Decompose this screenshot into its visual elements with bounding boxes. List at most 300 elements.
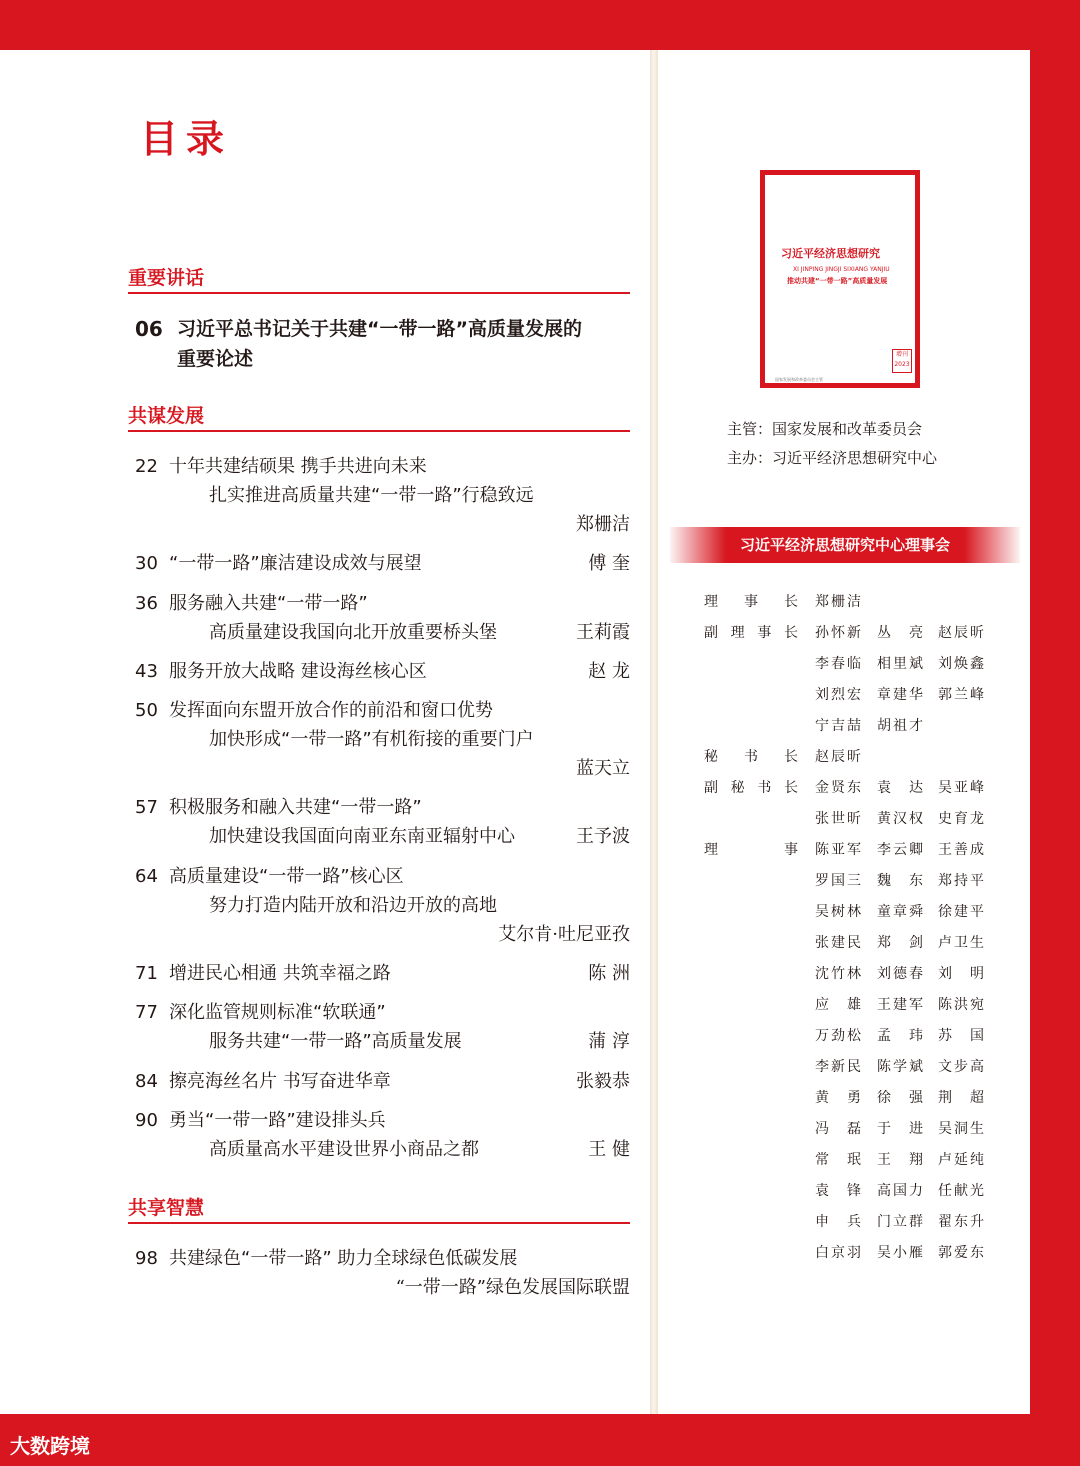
council-member — [877, 653, 923, 673]
council-member-char: 冯 — [815, 1121, 829, 1137]
council-member-char: 劲 — [831, 1028, 845, 1044]
council-member-char: 东 — [954, 1214, 968, 1230]
council-member — [938, 684, 984, 704]
council-member-char: 赵 — [938, 625, 952, 641]
council-member-char: 步 — [954, 1059, 968, 1075]
council-member — [938, 1025, 984, 1045]
council-member-char: 宛 — [970, 997, 984, 1013]
council-member-char: 刘 — [938, 966, 952, 982]
cover-pinyin: XI JINPING JINGJI SIXIANG YANJIU — [793, 266, 890, 273]
watermark-logo: 大数跨境 — [10, 1434, 90, 1458]
page-number: 50 — [135, 700, 158, 721]
council-member-char: 黄 — [815, 1090, 829, 1106]
council-member — [815, 1242, 861, 1262]
council-member — [938, 1211, 984, 1231]
section-title: 共谋发展 — [128, 405, 205, 427]
council-member-char: 郑 — [877, 935, 891, 951]
council-member — [938, 1242, 984, 1262]
page-fold — [650, 50, 658, 1414]
council-member-char: 宏 — [847, 687, 861, 703]
council-member-char: 常 — [815, 1152, 829, 1168]
council-member-char: 善 — [954, 842, 968, 858]
section-important-speech — [128, 266, 630, 294]
council-member — [815, 622, 861, 642]
council-member — [938, 839, 984, 859]
section-joint-development — [128, 404, 630, 432]
council-member — [815, 901, 861, 921]
council-member-char: 鑫 — [970, 656, 984, 672]
council-member-char: 李 — [877, 842, 891, 858]
council-member-char: 陈 — [877, 1059, 891, 1075]
council-member-char: 生 — [970, 1121, 984, 1137]
council-member-char: 民 — [847, 935, 861, 951]
council-member-char: 袁 — [815, 1183, 829, 1199]
council-member-char: 汉 — [893, 811, 907, 827]
council-member-char: 王 — [877, 1152, 891, 1168]
council-member-char: 魏 — [877, 873, 891, 889]
entry-author: 傅 奎 — [588, 553, 630, 574]
council-member-char: 刘 — [815, 687, 829, 703]
council-member — [877, 1211, 923, 1231]
council-member-char: 孟 — [877, 1028, 891, 1044]
council-member-char: 郭 — [938, 687, 952, 703]
council-member-char: 洪 — [954, 997, 968, 1013]
council-member-char: 辰 — [954, 625, 968, 641]
council-member — [938, 901, 984, 921]
council-member — [877, 808, 923, 828]
entry-author: “一带一路”绿色发展国际联盟 — [395, 1277, 630, 1298]
council-member-char: 新 — [847, 625, 861, 641]
council-member-char: 亚 — [954, 780, 968, 796]
section-shared-wisdom — [128, 1196, 630, 1224]
entry-title: 擦亮海丝名片 书写奋进华章 — [169, 1071, 391, 1092]
cover-publisher: 国家发展和改革委员会主管 — [775, 377, 823, 382]
council-member-char: 三 — [847, 873, 861, 889]
council-member — [877, 1118, 923, 1138]
council-member-char: 东 — [847, 780, 861, 796]
council-member — [877, 932, 923, 952]
entry-subtitle: 加快建设我国面向南亚东南亚辐射中心 — [209, 826, 515, 847]
council-member-char: 舜 — [909, 904, 923, 920]
council-member-char: 徐 — [877, 1090, 891, 1106]
council-member-char: 国 — [893, 1183, 907, 1199]
entry-title: 增进民心相通 共筑幸福之路 — [169, 963, 391, 984]
council-member-char: 力 — [909, 1183, 923, 1199]
council-member-char: 沈 — [815, 966, 829, 982]
council-member-char: 献 — [954, 1183, 968, 1199]
entry-title: 习近平总书记关于共建“一带一路”高质量发展的 — [177, 318, 582, 340]
council-member-char: 锋 — [847, 1183, 861, 1199]
council-member-char: 竹 — [831, 966, 845, 982]
toc-title: 目录 — [140, 117, 233, 161]
council-member — [938, 777, 984, 797]
council-member-char: 林 — [847, 966, 861, 982]
council-member-char: 喆 — [847, 718, 861, 734]
council-member — [815, 870, 861, 890]
council-banner-title: 习近平经济思想研究中心理事会 — [739, 536, 950, 554]
council-member-char: 勇 — [847, 1090, 861, 1106]
council-member-char: 史 — [938, 811, 952, 827]
council-member-char: 建 — [893, 687, 907, 703]
council-member-char: 建 — [954, 904, 968, 920]
council-role-char: 事 — [744, 594, 758, 610]
council-member-char: 吴 — [938, 1121, 952, 1137]
council-member-char: 文 — [938, 1059, 952, 1075]
cover-issue-badge — [892, 349, 912, 373]
council-member-char: 兰 — [954, 687, 968, 703]
council-member — [938, 994, 984, 1014]
council-member-char: 祖 — [893, 718, 907, 734]
council-member-char: 赵 — [815, 749, 829, 765]
entry-author: 蓝天立 — [576, 758, 630, 779]
council-member — [877, 622, 923, 642]
council-role — [704, 839, 798, 859]
council-member-char: 松 — [847, 1028, 861, 1044]
cover-page — [765, 175, 915, 383]
council-member-char: 珉 — [847, 1152, 861, 1168]
entry-subtitle: 高质量建设我国向北开放重要桥头堡 — [209, 622, 497, 643]
council-member — [815, 808, 861, 828]
council-member-char: 昕 — [847, 749, 861, 765]
council-member — [877, 1025, 923, 1045]
council-role-char: 长 — [783, 780, 798, 796]
council-member — [877, 839, 923, 859]
council-member-char: 翟 — [938, 1214, 952, 1230]
council-member — [877, 684, 923, 704]
council-member-char: 春 — [909, 966, 923, 982]
council-role-char: 理 — [730, 625, 745, 641]
council-member-char: 进 — [909, 1121, 923, 1137]
council-member-char: 栅 — [831, 594, 845, 610]
council-member-char: 亚 — [831, 842, 845, 858]
council-member — [815, 1211, 861, 1231]
council-role-char: 书 — [744, 749, 758, 765]
council-member-char: 罗 — [815, 873, 829, 889]
council-member-char: 陈 — [815, 842, 829, 858]
entry-title: 积极服务和融入共建“一带一路” — [169, 797, 422, 818]
council-member-char: 羽 — [847, 1245, 861, 1261]
council-member-char: 峰 — [970, 687, 984, 703]
council-role — [704, 622, 798, 642]
council-member-char: 张 — [815, 935, 829, 951]
council-member-char: 吴 — [815, 904, 829, 920]
council-member-char: 昕 — [847, 811, 861, 827]
council-member-char: 达 — [909, 780, 923, 796]
council-member-char: 京 — [831, 1245, 845, 1261]
entry-title: 服务开放大战略 建设海丝核心区 — [169, 661, 427, 682]
entry-subtitle: 高质量高水平建设世界小商品之都 — [209, 1139, 479, 1160]
page-number: 84 — [135, 1071, 158, 1092]
council-member-char: 李 — [815, 1059, 829, 1075]
council-member — [877, 715, 923, 735]
council-member — [938, 622, 984, 642]
council-role-char: 副 — [704, 780, 718, 796]
entry-title-line2: 重要论述 — [177, 348, 254, 370]
council-member-char: 东 — [970, 1245, 984, 1261]
council-member — [877, 1180, 923, 1200]
council-role-char: 秘 — [704, 749, 718, 765]
council-member — [815, 994, 861, 1014]
council-member — [815, 777, 861, 797]
council-member — [815, 653, 861, 673]
council-member-char: 持 — [954, 873, 968, 889]
council-member-char: 里 — [893, 656, 907, 672]
council-member-char: 世 — [831, 811, 845, 827]
council-member-char: 王 — [877, 997, 891, 1013]
council-member-char: 临 — [847, 656, 861, 672]
council-member-char: 树 — [831, 904, 845, 920]
council-member — [877, 777, 923, 797]
council-member — [938, 808, 984, 828]
organizer-line: 主办：习近平经济思想研究中心 — [727, 449, 938, 467]
entry-subtitle: 努力打造内陆开放和沿边开放的高地 — [209, 895, 497, 916]
council-role-char: 秘 — [730, 780, 745, 796]
council-member-char: 云 — [893, 842, 907, 858]
cover-badge-year: 2023 — [894, 361, 910, 368]
council-member-char: 卢 — [938, 935, 952, 951]
entry-author: 王莉霞 — [576, 622, 630, 643]
council-role-char: 事 — [757, 625, 772, 641]
section-title: 共享智慧 — [128, 1197, 205, 1219]
council-member-char: 胡 — [877, 718, 891, 734]
council-member — [815, 1056, 861, 1076]
page-number: 98 — [135, 1248, 158, 1269]
entry-author: 王予波 — [576, 826, 630, 847]
council-member-char: 郑 — [815, 594, 829, 610]
council-member-char: 兵 — [847, 1214, 861, 1230]
entry-title: 服务融入共建“一带一路” — [169, 593, 368, 614]
council-member — [815, 1025, 861, 1045]
council-member-char: 军 — [909, 997, 923, 1013]
council-member-char: 成 — [970, 842, 984, 858]
council-member-char: 翔 — [909, 1152, 923, 1168]
supervisor-line: 主管：国家发展和改革委员会 — [727, 420, 923, 438]
council-member-char: 军 — [847, 842, 861, 858]
council-member-char: 磊 — [847, 1121, 861, 1137]
entry-author: 张毅恭 — [576, 1071, 630, 1092]
council-member — [938, 653, 984, 673]
council-member-char: 国 — [831, 873, 845, 889]
cover-badge-label: 增刊 — [895, 351, 908, 358]
entry-title: “一带一路”廉洁建设成效与展望 — [169, 553, 422, 574]
council-member-char: 强 — [909, 1090, 923, 1106]
council-member — [815, 1149, 861, 1169]
council-member-char: 卢 — [938, 1152, 952, 1168]
council-member-char: 童 — [877, 904, 891, 920]
council-member — [938, 870, 984, 890]
council-member-char: 应 — [815, 997, 829, 1013]
council-member-char: 吉 — [831, 718, 845, 734]
council-member-char: 高 — [970, 1059, 984, 1075]
council-member-char: 玮 — [909, 1028, 923, 1044]
council-member-char: 立 — [893, 1214, 907, 1230]
council-member-char: 吴 — [877, 1245, 891, 1261]
council-member — [938, 1056, 984, 1076]
council-member-char: 苏 — [938, 1028, 952, 1044]
entry-author: 王 健 — [588, 1139, 630, 1160]
council-member-char: 白 — [815, 1245, 829, 1261]
entry-author: 郑栅洁 — [576, 514, 630, 535]
council-member-char: 烈 — [831, 687, 845, 703]
council-member-char: 卿 — [909, 842, 923, 858]
council-member — [877, 870, 923, 890]
council-member-char: 林 — [847, 904, 861, 920]
council-member — [938, 1118, 984, 1138]
council-member-char: 群 — [909, 1214, 923, 1230]
council-member-char: 袁 — [877, 780, 891, 796]
council-member-char: 平 — [970, 873, 984, 889]
council-member — [877, 1242, 923, 1262]
council-role — [704, 777, 798, 797]
council-member-char: 春 — [831, 656, 845, 672]
council-member-char: 卫 — [954, 935, 968, 951]
council-member-char: 斌 — [909, 1059, 923, 1075]
council-role-char: 书 — [757, 780, 772, 796]
council-member-char: 焕 — [954, 656, 968, 672]
entry-title: 勇当“一带一路”建设排头兵 — [169, 1110, 386, 1131]
page-number: 90 — [135, 1110, 158, 1131]
council-member-char: 金 — [815, 780, 829, 796]
council-member-char: 相 — [877, 656, 891, 672]
council-member-char: 吴 — [938, 780, 952, 796]
council-member-char: 门 — [877, 1214, 891, 1230]
council-member-char: 龙 — [970, 811, 984, 827]
council-role — [704, 591, 798, 611]
council-role-char: 理 — [704, 594, 718, 610]
council-role-char: 长 — [783, 625, 798, 641]
council-member — [877, 994, 923, 1014]
council-member-char: 陈 — [938, 997, 952, 1013]
council-member — [815, 839, 861, 859]
council-member-char: 权 — [909, 811, 923, 827]
council-member-char: 建 — [831, 935, 845, 951]
council-member — [815, 684, 861, 704]
council-member-char: 亮 — [909, 625, 923, 641]
council-member-char: 荆 — [938, 1090, 952, 1106]
council-member-char: 建 — [893, 997, 907, 1013]
page-number: 57 — [135, 797, 158, 818]
council-member — [877, 1056, 923, 1076]
entry-title: 十年共建结硕果 携手共进向未来 — [169, 456, 427, 477]
council-member-char: 纯 — [970, 1152, 984, 1168]
council-member-char: 宁 — [815, 718, 829, 734]
council-member-char: 万 — [815, 1028, 829, 1044]
page-number: 06 — [135, 317, 163, 341]
council-member-char: 国 — [970, 1028, 984, 1044]
council-member-char: 光 — [970, 1183, 984, 1199]
council-member-char: 明 — [970, 966, 984, 982]
page-number: 77 — [135, 1002, 158, 1023]
council-member-char: 于 — [877, 1121, 891, 1137]
council-member-char: 高 — [877, 1183, 891, 1199]
council-role-char: 副 — [704, 625, 718, 641]
council-member-char: 超 — [970, 1090, 984, 1106]
council-member — [815, 1118, 861, 1138]
council-member-char: 孙 — [815, 625, 829, 641]
council-member-char: 章 — [877, 687, 891, 703]
council-member-char: 雁 — [909, 1245, 923, 1261]
council-member-char: 黄 — [877, 811, 891, 827]
council-member — [815, 1180, 861, 1200]
entry-author: 蒲 淳 — [588, 1031, 630, 1052]
council-member — [815, 591, 861, 611]
council-member — [938, 963, 984, 983]
council-member-char: 学 — [893, 1059, 907, 1075]
council-member-char: 斌 — [909, 656, 923, 672]
council-member-char: 民 — [847, 1059, 861, 1075]
council-role-char: 理 — [704, 842, 718, 858]
council-member-char: 郑 — [938, 873, 952, 889]
council-member-char: 延 — [954, 1152, 968, 1168]
council-member-char: 华 — [909, 687, 923, 703]
council-member — [877, 1087, 923, 1107]
journal-cover — [760, 170, 920, 388]
page-number: 43 — [135, 661, 158, 682]
council-member — [815, 963, 861, 983]
section-title: 重要讲话 — [128, 267, 205, 289]
council-member — [938, 932, 984, 952]
council-role-char: 长 — [784, 749, 798, 765]
council-member-char: 生 — [970, 935, 984, 951]
entry-title: 发挥面向东盟开放合作的前沿和窗口优势 — [169, 700, 493, 721]
entry-author: 陈 洲 — [588, 963, 630, 984]
page-number: 71 — [135, 963, 158, 984]
page-number: 30 — [135, 553, 158, 574]
council-member-char: 郭 — [938, 1245, 952, 1261]
council-member-char: 李 — [815, 656, 829, 672]
council-member-char: 刘 — [877, 966, 891, 982]
cover-title: 习近平经济思想研究 — [781, 247, 880, 260]
council-member-char: 丛 — [877, 625, 891, 641]
council-member — [877, 1149, 923, 1169]
council-member-char: 新 — [831, 1059, 845, 1075]
council-member-char: 才 — [909, 718, 923, 734]
entry-author: 艾尔肯·吐尼亚孜 — [498, 924, 630, 945]
council-member — [877, 963, 923, 983]
council-member-char: 东 — [909, 873, 923, 889]
council-member-char: 刘 — [938, 656, 952, 672]
council-role-char: 事 — [784, 842, 798, 858]
council-role — [704, 746, 798, 766]
council-member-char: 小 — [893, 1245, 907, 1261]
council-member — [938, 1180, 984, 1200]
council-member-char: 贤 — [831, 780, 845, 796]
council-member-char: 徐 — [938, 904, 952, 920]
page-number: 22 — [135, 456, 158, 477]
entry-title: 高质量建设“一带一路”核心区 — [169, 866, 404, 887]
council-member-char: 昕 — [970, 625, 984, 641]
council-member-char: 王 — [938, 842, 952, 858]
council-member-char: 平 — [970, 904, 984, 920]
council-member-char: 爱 — [954, 1245, 968, 1261]
council-banner — [670, 527, 1020, 563]
council-member-char: 雄 — [847, 997, 861, 1013]
council-member — [815, 715, 861, 735]
council-member — [815, 1087, 861, 1107]
council-member-char: 怀 — [831, 625, 845, 641]
entry-title: 共建绿色“一带一路” 助力全球绿色低碳发展 — [169, 1248, 518, 1269]
council-member — [938, 1149, 984, 1169]
council-member-char: 升 — [970, 1214, 984, 1230]
council-member-char: 峰 — [970, 780, 984, 796]
council-member-char: 洁 — [847, 594, 861, 610]
page-number: 64 — [135, 866, 158, 887]
council-member-char: 辰 — [831, 749, 845, 765]
council-member-char: 育 — [954, 811, 968, 827]
entry-subtitle: 加快形成“一带一路”有机衔接的重要门户 — [209, 729, 534, 750]
council-member — [815, 932, 861, 952]
council-member — [938, 1087, 984, 1107]
